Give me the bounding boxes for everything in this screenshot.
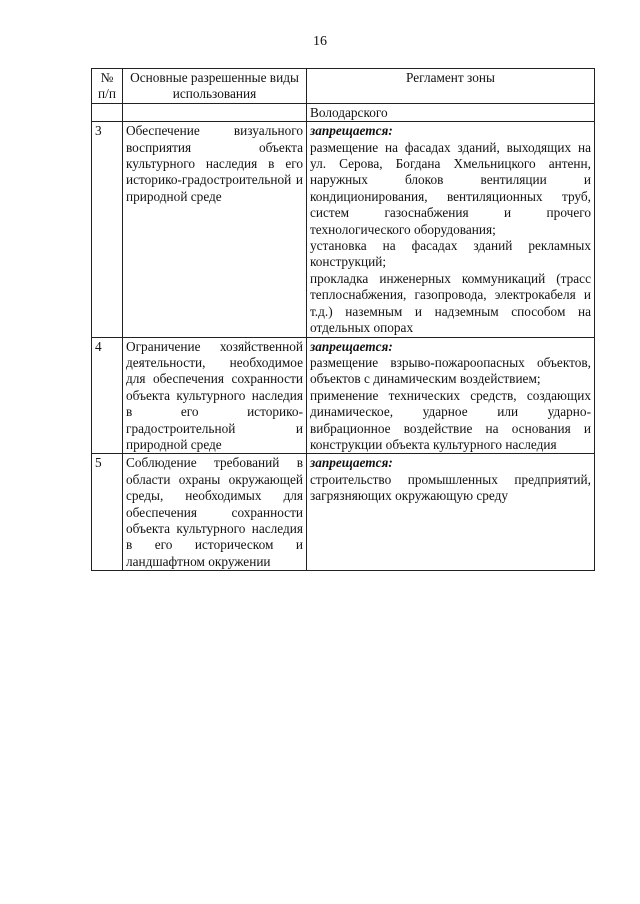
table-row: [92, 337, 595, 454]
continuation-text: Володарского: [307, 103, 595, 121]
regulation-item: применение технических средств, создающих динамическое, ударное или ударно-вибрационное воздействие на основания и конструкции объекта культурного наследия: [310, 387, 591, 452]
table-header-row: [92, 69, 595, 104]
forbidden-heading: запрещается:: [310, 123, 393, 139]
table-row: [92, 122, 595, 337]
table-row: [92, 454, 595, 571]
forbidden-heading: запрещается:: [310, 338, 393, 354]
row-number: 5: [92, 454, 123, 571]
page-number: 16: [313, 34, 327, 49]
forbidden-heading: запрещается:: [310, 455, 393, 471]
regulation-item: строительство промышленных предприятий, загрязняющих окружающую среду: [310, 471, 591, 504]
header-regulation: Регламент зоны: [307, 69, 595, 104]
continuation-empty-use: [123, 103, 307, 121]
regulation-item: прокладка инженерных коммуникаций (трасс теплоснабжения, газопровода, электрокабеля и т.д.) наземным и надземным способом на отдельных опорах: [310, 270, 591, 336]
header-num: № п/п: [92, 69, 123, 104]
row-regulation: [307, 337, 595, 454]
row-regulation: [307, 122, 595, 337]
regulation-item: установка на фасадах зданий рекламных конструкций;: [310, 238, 591, 270]
continuation-row: [92, 103, 595, 121]
row-use: Ограничение хозяйственной деятельности, необходимое для обеспечения сохранности объекта культурного наследия в его историко-градостроительной и природной среде: [123, 337, 307, 454]
continuation-empty-num: [92, 103, 123, 121]
row-use: Соблюдение требований в области охраны окружающей среды, необходимых для обеспечения сохранности объекта культурного наследия в его историческом и ландшафтном окружении: [123, 454, 307, 571]
row-use: Обеспечение визуального восприятия объекта культурного наследия в его историко-градостроительной и природной среде: [123, 122, 307, 337]
row-regulation: [307, 454, 595, 571]
regulation-table: [91, 68, 595, 571]
regulation-item: размещение на фасадах зданий, выходящих на ул. Серова, Богдана Хмельницкого антенн, наружных блоков вентиляции и кондиционирования, вентиляционных труб, систем газоснабжения и прочего технологического оборудования;: [310, 139, 591, 237]
regulation-item: размещение взрыво-пожароопасных объектов, объектов с динамическим воздействием;: [310, 354, 591, 387]
row-number: 3: [92, 122, 123, 337]
row-number: 4: [92, 337, 123, 454]
header-uses: Основные разрешенные виды использования: [123, 69, 307, 104]
